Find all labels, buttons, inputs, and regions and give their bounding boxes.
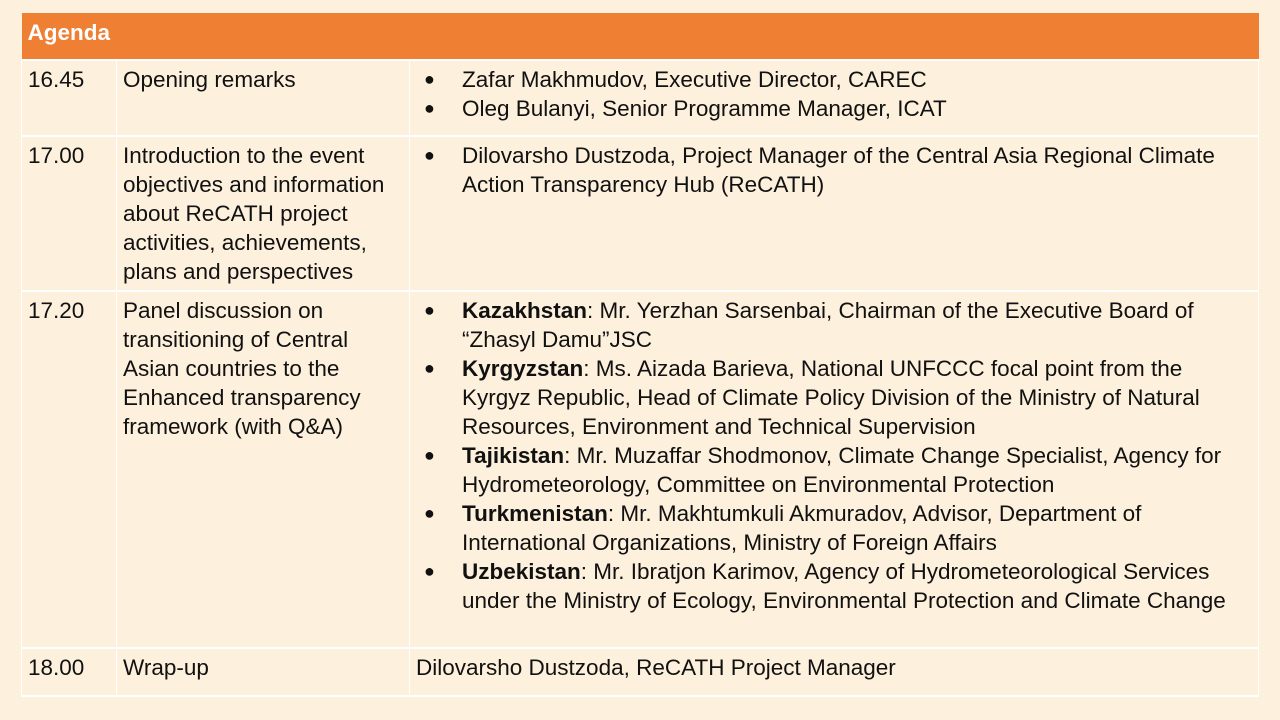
row-topic: Panel discussion on transitioning of Central Asian countries to the Enhanced transparency framework (with Q&A) bbox=[117, 291, 410, 648]
speaker-country: Uzbekistan bbox=[462, 559, 581, 584]
bullet-icon: ● bbox=[424, 98, 435, 118]
bullet-icon: ● bbox=[424, 69, 435, 89]
speaker-item bbox=[416, 441, 1252, 499]
bullet-icon: ● bbox=[424, 561, 435, 581]
row-time: 18.00 bbox=[22, 648, 117, 696]
bullet-icon: ● bbox=[424, 445, 435, 465]
speaker-list bbox=[416, 141, 1252, 199]
speaker-item bbox=[416, 141, 1252, 199]
speaker-text: : Mr. Yerzhan Sarsenbai, Chairman of the Executive Board of “Zhasyl Damu”JSC bbox=[462, 298, 1194, 352]
speaker-text: Zafar Makhmudov, Executive Director, CAREC bbox=[462, 67, 927, 92]
speaker-list bbox=[416, 296, 1252, 615]
bullet-icon: ● bbox=[424, 300, 435, 320]
speaker-list bbox=[416, 65, 1252, 123]
speaker-item bbox=[416, 557, 1252, 615]
row-time: 17.20 bbox=[22, 291, 117, 648]
row-speakers-plain: Dilovarsho Dustzoda, ReCATH Project Manager bbox=[410, 648, 1259, 696]
speaker-item bbox=[416, 296, 1252, 354]
agenda-row-wrapup bbox=[22, 648, 1259, 696]
row-speakers bbox=[410, 136, 1259, 291]
bullet-icon: ● bbox=[424, 503, 435, 523]
row-time: 16.45 bbox=[22, 60, 117, 136]
speaker-text: Dilovarsho Dustzoda, Project Manager of the Central Asia Regional Climate Action Transparency Hub (ReCATH) bbox=[462, 143, 1215, 197]
speaker-item bbox=[416, 65, 1252, 94]
agenda-table bbox=[21, 13, 1259, 697]
speaker-text: : Mr. Makhtumkuli Akmuradov, Advisor, Department of International Organizations, Ministry of Foreign Affairs bbox=[462, 501, 1142, 555]
row-time: 17.00 bbox=[22, 136, 117, 291]
agenda-row-introduction bbox=[22, 136, 1259, 291]
row-topic: Wrap-up bbox=[117, 648, 410, 696]
row-speakers bbox=[410, 291, 1259, 648]
speaker-country: Tajikistan bbox=[462, 443, 565, 468]
speaker-item bbox=[416, 499, 1252, 557]
bullet-icon: ● bbox=[424, 145, 435, 165]
agenda-title: Agenda bbox=[22, 13, 1259, 60]
agenda-row-opening bbox=[22, 60, 1259, 136]
speaker-country: Kyrgyzstan bbox=[462, 356, 584, 381]
row-speakers bbox=[410, 60, 1259, 136]
row-topic: Opening remarks bbox=[117, 60, 410, 136]
speaker-text: : Mr. Ibratjon Karimov, Agency of Hydrometeorological Services under the Ministry of Ecology, Environmental Protection and Climate Change bbox=[462, 559, 1226, 613]
speaker-country: Turkmenistan bbox=[462, 501, 608, 526]
speaker-item bbox=[416, 94, 1252, 123]
agenda-row-panel bbox=[22, 291, 1259, 648]
speaker-item bbox=[416, 354, 1252, 441]
speaker-text: Oleg Bulanyi, Senior Programme Manager, ICAT bbox=[462, 96, 947, 121]
row-topic: Introduction to the event objectives and information about ReCATH project activities, achievements, plans and perspectives bbox=[117, 136, 410, 291]
bullet-icon: ● bbox=[424, 358, 435, 378]
agenda-header-row bbox=[22, 13, 1259, 60]
speaker-text: : Mr. Muzaffar Shodmonov, Climate Change Specialist, Agency for Hydrometeorology, Committee on Environmental Protection bbox=[462, 443, 1222, 497]
speaker-country: Kazakhstan bbox=[462, 298, 588, 323]
speaker-text: : Ms. Aizada Barieva, National UNFCCC focal point from the Kyrgyz Republic, Head of Climate Policy Division of the Ministry of Natural Resources, Environment and Technical Supervision bbox=[462, 356, 1200, 439]
